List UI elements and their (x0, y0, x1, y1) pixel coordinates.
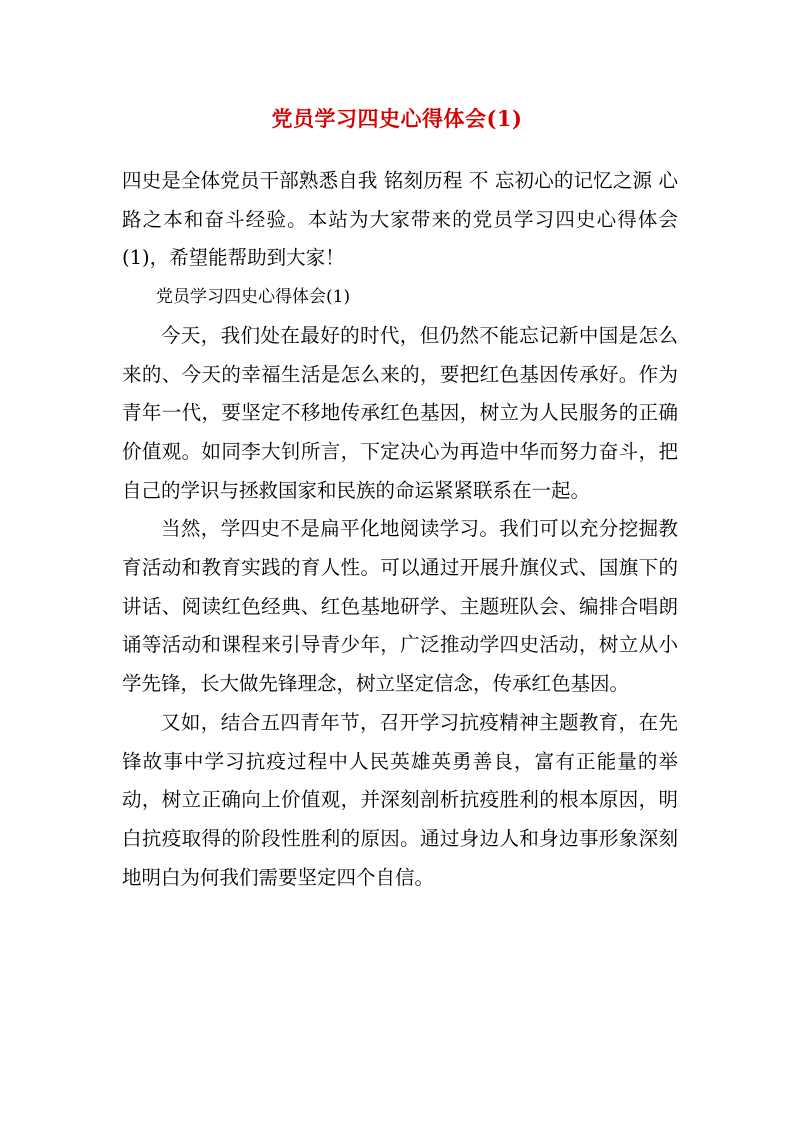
section-subheading: 党员学习四史心得体会(1) (156, 287, 351, 308)
document-title: 党员学习四史心得体会(1) (271, 106, 523, 131)
intro-paragraph: 四史是全体党员干部熟悉自我 铭刻历程 不 忘初心的记忆之源 心路之本和奋斗经验。本站为大家带来的党员学习四史心得体会(1)，希望能帮助到大家！ (122, 169, 678, 270)
body-paragraph: 今天，我们处在最好的时代，但仍然不能忘记新中国是怎么来的、今天的幸福生活是怎么来的，要把红色基因传承好。作为青年一代，要坚定不移地传承红色基因，树立为人民服务的正确价值观。如同李大钊所言，下定决心为再造中华而努力奋斗，把自己的学识与拯救国家和民族的命运紧紧联系在一起。 (122, 323, 678, 502)
document-body (122, 162, 678, 897)
body-paragraph: 又如，结合五四青年节，召开学习抗疫精神主题教育，在先锋故事中学习抗疫过程中人民英雄英勇善良，富有正能量的举动，树立正确向上价值观，并深刻剖析抗疫胜利的根本原因，明白抗疫取得的阶段性胜利的原因。通过身边人和身边事形象深刻地明白为何我们需要坚定四个自信。 (122, 710, 678, 889)
body-paragraph: 当然，学四史不是扁平化地阅读学习。我们可以充分挖掘教育活动和教育实践的育人性。可以通过开展升旗仪式、国旗下的讲话、阅读红色经典、红色基地研学、主题班队会、编排合唱朗诵等活动和课程来引导青少年，广泛推动学四史活动，树立从小学先锋，长大做先锋理念，树立坚定信念，传承红色基因。 (122, 517, 678, 696)
